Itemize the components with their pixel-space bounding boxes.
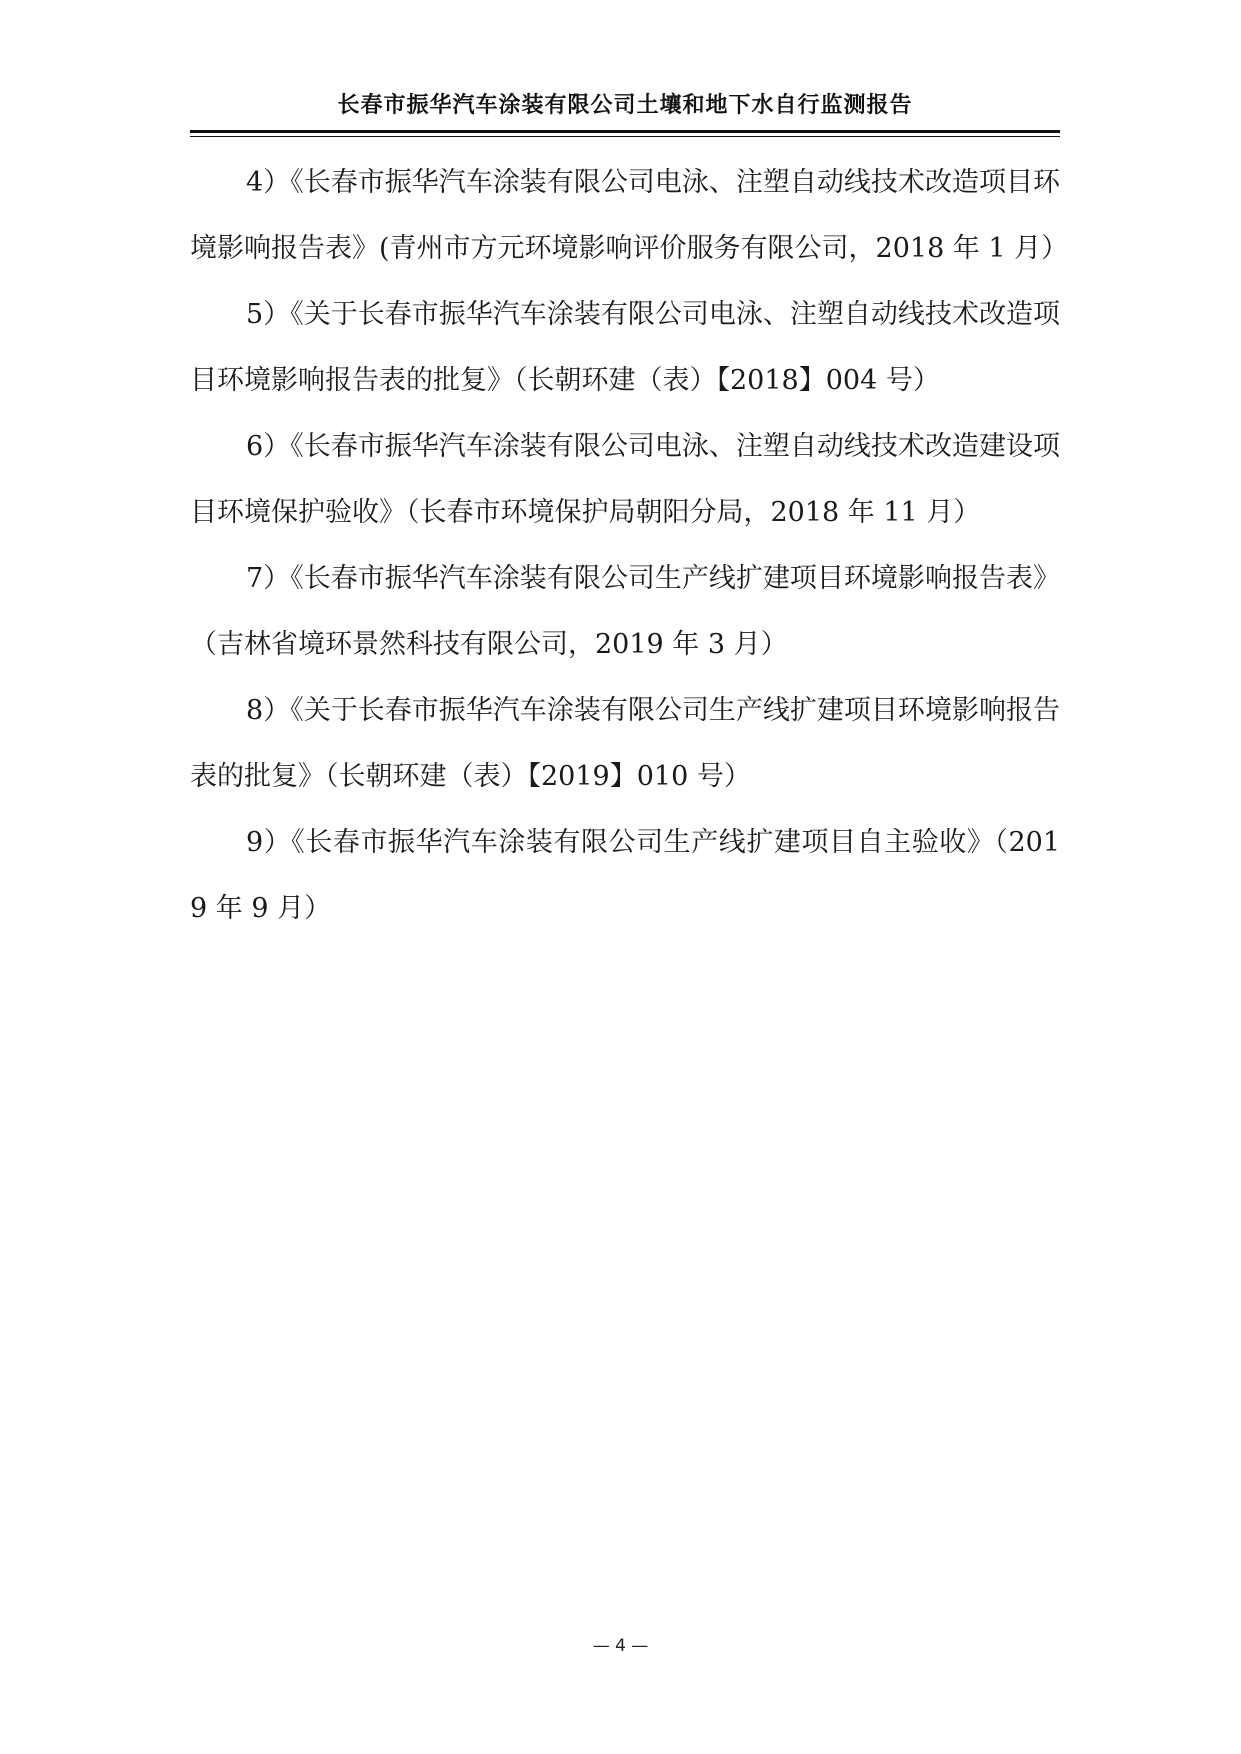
reference-item-9: 9）《长春市振华汽车涂装有限公司生产线扩建项目自主验收》（2019 年 9 月）: [190, 827, 1060, 924]
reference-item-7: 7）《长春市振华汽车涂装有限公司生产线扩建项目环境影响报告表》（吉林省境环景然科技有限公司，2019 年 3 月）: [190, 563, 1060, 660]
reference-item-5: 5）《关于长春市振华汽车涂装有限公司电泳、注塑自动线技术改造项目环境影响报告表的批复》（长朝环建（表）【2018】004 号）: [190, 299, 1060, 396]
header-rule-thin: [190, 136, 1060, 137]
header-rule-thick: [190, 130, 1060, 133]
reference-item-6: 6）《长春市振华汽车涂装有限公司电泳、注塑自动线技术改造建设项目环境保护验收》（长春市环境保护局朝阳分局，2018 年 11 月）: [190, 431, 1060, 528]
reference-item-8: 8）《关于长春市振华汽车涂装有限公司生产线扩建项目环境影响报告表的批复》（长朝环建（表）【2019】010 号）: [190, 695, 1060, 792]
reference-item-4: 4）《长春市振华汽车涂装有限公司电泳、注塑自动线技术改造项目环境影响报告表》(青州市方元环境影响评价服务有限公司，2018 年 1 月）: [190, 167, 1069, 264]
page-number: — 4 —: [592, 1636, 649, 1656]
reference-list: [190, 150, 1069, 942]
page-header-title: 长春市振华汽车涂装有限公司土壤和地下水自行监测报告: [337, 93, 913, 118]
